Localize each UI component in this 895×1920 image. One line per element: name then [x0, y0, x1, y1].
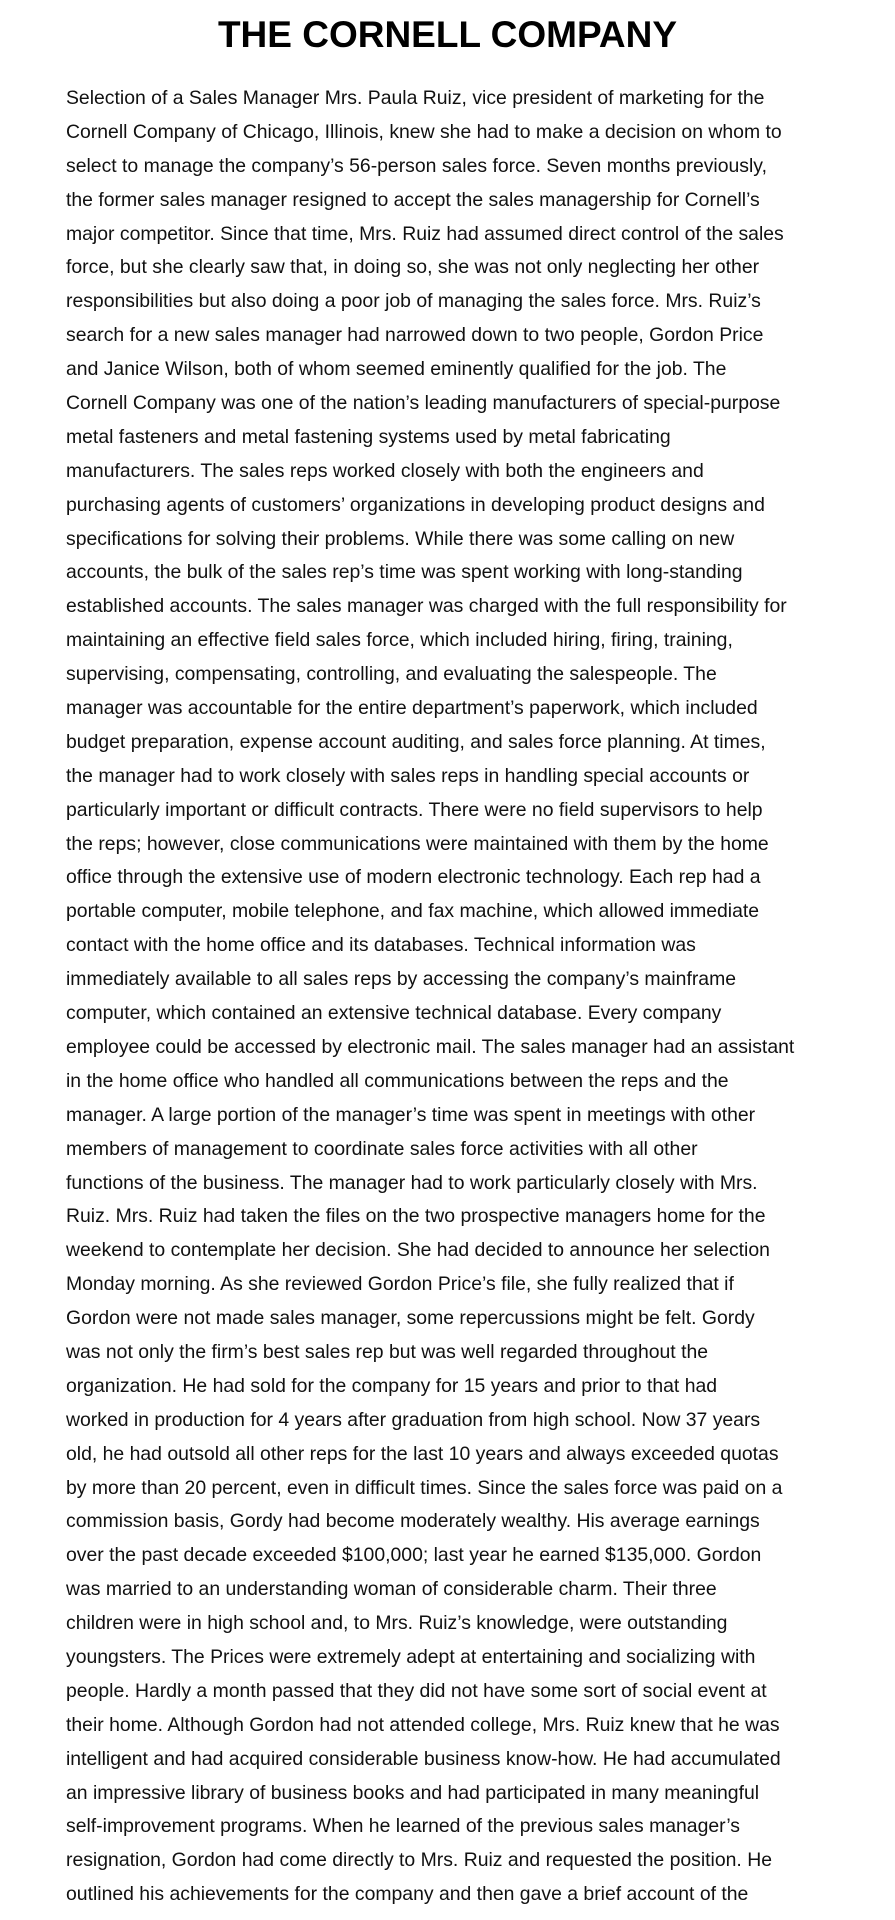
paragraph-line: specifications for solving their problems. While there was some calling on new	[66, 527, 735, 550]
paragraph-line: worked in production for 4 years after graduation from high school. Now 37 years	[66, 1408, 761, 1431]
paragraph-line: Cornell Company of Chicago, Illinois, knew she had to make a decision on whom to	[66, 120, 782, 143]
paragraph-line: supervising, compensating, controlling, and evaluating the salespeople. The	[66, 663, 717, 686]
paragraph-line: an impressive library of business books and had participated in many meaningful	[66, 1781, 760, 1804]
paragraph-line: intelligent and had acquired considerable business know-how. He had accumulated	[66, 1747, 781, 1770]
paragraph-line: particularly important or difficult contracts. There were no field supervisors to help	[66, 798, 763, 821]
paragraph-line: in the home office who handled all communications between the reps and the	[66, 1069, 729, 1092]
paragraph-line: employee could be accessed by electronic mail. The sales manager had an assistant	[66, 1035, 795, 1058]
paragraph-line: youngsters. The Prices were extremely adept at entertaining and socializing with	[66, 1645, 756, 1668]
paragraph-line: major competitor. Since that time, Mrs. Ruiz had assumed direct control of the sales	[66, 222, 784, 245]
paragraph-line: over the past decade exceeded $100,000; last year he earned $135,000. Gordon	[66, 1544, 762, 1567]
paragraph-line: weekend to contemplate her decision. She had decided to announce her selection	[66, 1239, 770, 1262]
paragraph-line: their home. Although Gordon had not attended college, Mrs. Ruiz knew that he was	[66, 1713, 780, 1736]
paragraph-line: portable computer, mobile telephone, and fax machine, which allowed immediate	[66, 900, 760, 923]
paragraph-line: Gordon were not made sales manager, some repercussions might be felt. Gordy	[66, 1307, 755, 1330]
document-title: THE CORNELL COMPANY	[217, 14, 678, 55]
paragraph-line: self-improvement programs. When he learned of the previous sales manager’s	[66, 1815, 740, 1838]
paragraph-line: members of management to coordinate sales force activities with all other	[66, 1137, 698, 1160]
paragraph-line: contact with the home office and its databases. Technical information was	[66, 934, 696, 957]
paragraph-line: search for a new sales manager had narrowed down to two people, Gordon Price	[66, 324, 764, 347]
paragraph-line: people. Hardly a month passed that they did not have some sort of social event at	[66, 1679, 767, 1702]
paragraph-line: functions of the business. The manager had to work particularly closely with Mrs.	[66, 1171, 758, 1194]
paragraph-line: computer, which contained an extensive technical database. Every company	[66, 1002, 722, 1025]
paragraph-line: by more than 20 percent, even in difficult times. Since the sales force was paid on a	[66, 1476, 783, 1499]
paragraph-line: metal fasteners and metal fastening systems used by metal fabricating	[66, 425, 671, 448]
paragraph-line: select to manage the company’s 56-person sales force. Seven months previously,	[66, 154, 767, 177]
paragraph-line: commission basis, Gordy had become moderately wealthy. His average earnings	[66, 1510, 760, 1533]
paragraph-line: force, but she clearly saw that, in doing so, she was not only neglecting her other	[66, 256, 760, 279]
paragraph-line: purchasing agents of customers’ organizations in developing product designs and	[66, 493, 765, 516]
paragraph-line: Monday morning. As she reviewed Gordon Price’s file, she fully realized that if	[66, 1273, 734, 1296]
paragraph-line: organization. He had sold for the company for 15 years and prior to that had	[66, 1374, 718, 1397]
paragraph-line: was not only the firm’s best sales rep but was well regarded throughout the	[66, 1340, 709, 1363]
paragraph-line: children were in high school and, to Mrs. Ruiz’s knowledge, were outstanding	[66, 1612, 728, 1635]
paragraph-line: manufacturers. The sales reps worked closely with both the engineers and	[66, 459, 704, 482]
paragraph-line: manager. A large portion of the manager’s time was spent in meetings with other	[66, 1103, 756, 1126]
paragraph-line: Selection of a Sales Manager Mrs. Paula Ruiz, vice president of marketing for the	[66, 87, 765, 109]
paragraph-line: manager was accountable for the entire department’s paperwork, which included	[66, 697, 758, 720]
paragraph-line: budget preparation, expense account auditing, and sales force planning. At times,	[66, 730, 766, 753]
paragraph-line: old, he had outsold all other reps for the last 10 years and always exceeded quotas	[66, 1442, 779, 1465]
paragraph-line: the manager had to work closely with sales reps in handling special accounts or	[66, 764, 750, 787]
paragraph-line: the former sales manager resigned to accept the sales managership for Cornell’s	[66, 188, 760, 211]
paragraph-line: established accounts. The sales manager was charged with the full responsibility for	[66, 595, 787, 618]
paragraph-line: accounts, the bulk of the sales rep’s time was spent working with long-standing	[66, 561, 743, 584]
paragraph-line: outlined his achievements for the company and then gave a brief account of the	[66, 1883, 749, 1906]
paragraph-line: resignation, Gordon had come directly to Mrs. Ruiz and requested the position. He	[66, 1849, 772, 1872]
paragraph-line: office through the extensive use of modern electronic technology. Each rep had a	[66, 866, 761, 889]
paragraph-line: Ruiz. Mrs. Ruiz had taken the files on the two prospective managers home for the	[66, 1205, 766, 1228]
paragraph-line: maintaining an effective field sales force, which included hiring, firing, training,	[66, 629, 733, 652]
document-body	[66, 82, 866, 1912]
paragraph-line: immediately available to all sales reps by accessing the company’s mainframe	[66, 968, 737, 991]
paragraph-line: responsibilities but also doing a poor job of managing the sales force. Mrs. Ruiz’s	[66, 290, 761, 313]
paragraph-line: and Janice Wilson, both of whom seemed eminently qualified for the job. The	[66, 358, 727, 381]
paragraph-line: the reps; however, close communications were maintained with them by the home	[66, 832, 769, 855]
paragraph-line: was married to an understanding woman of considerable charm. Their three	[66, 1578, 717, 1601]
paragraph-line: Cornell Company was one of the nation’s leading manufacturers of special-purpose	[66, 392, 781, 415]
